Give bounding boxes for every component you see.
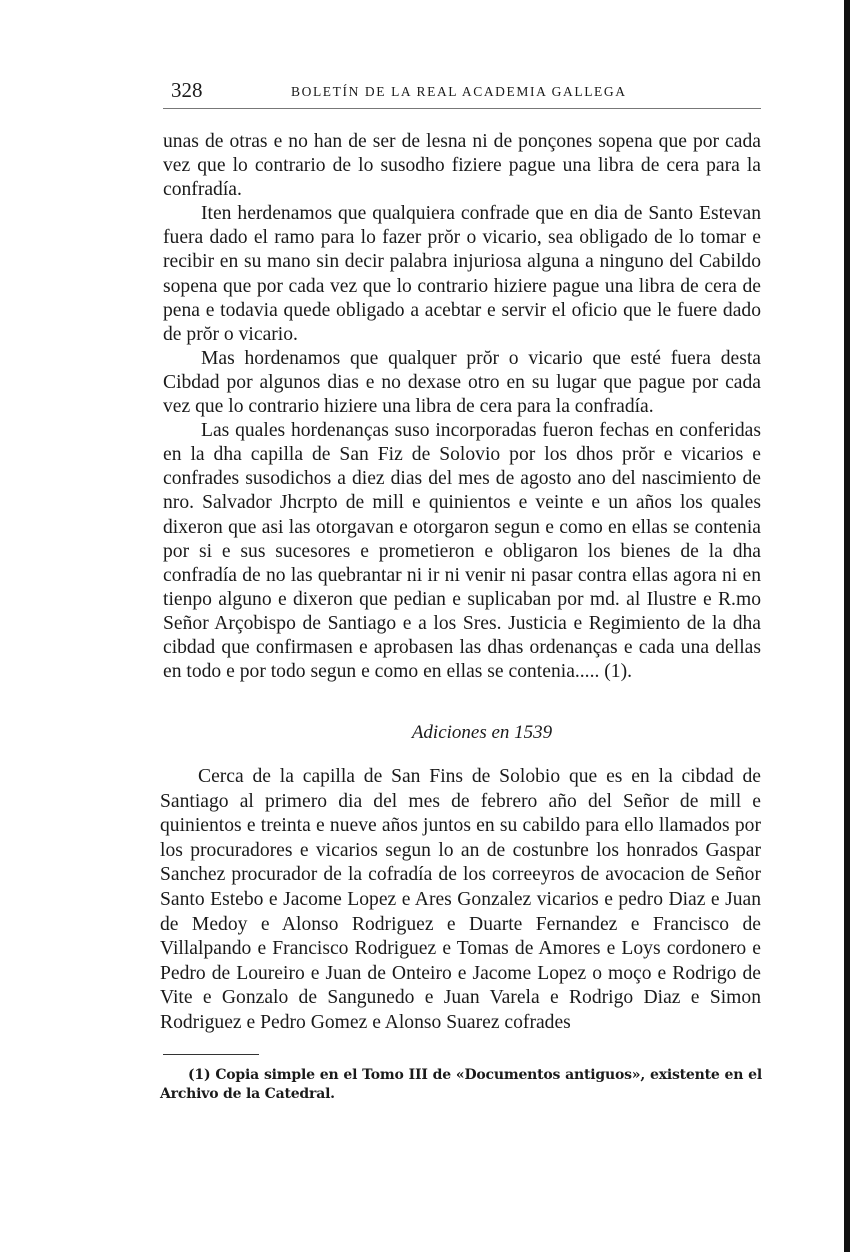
footnote xyxy=(160,1066,762,1104)
page-edge-shadow xyxy=(844,0,850,1252)
paragraph: unas de otras e no han de ser de lesna ni de ponçones sopena que por cada vez que lo contrario de lo susodho fiziere pague una libra de cera para la confradía. xyxy=(163,131,761,201)
page-header xyxy=(163,78,763,108)
page-number: 328 xyxy=(171,78,203,102)
body-text-top xyxy=(163,130,761,684)
section-title: Adiciones en 1539 xyxy=(411,722,553,743)
body-text-bottom xyxy=(160,765,761,1036)
footnote-text: (1) Copia simple en el Tomo III de «Documentos antiguos», existente en el Archivo de la Catedral. xyxy=(160,1067,762,1102)
header-rule xyxy=(163,108,761,109)
paragraph: Cerca de la capilla de San Fins de Solobio que es en la cibdad de Santiago al primero dia del mes de febrero año del Señor de mill e quinientos e treinta e nueve años juntos en su cabildo para ello llamados por los procuradores e vicarios segun lo an de costunbre los honrados Gaspar Sanchez procurador de la cofradía de los correeyros de avocacion de Señor Santo Estebo e Jacome Lopez e Ares Gonzalez vicarios e pedro Diaz e Juan de Medoy e Alonso Rodriguez e Duarte Fernandez e Francisco de Villalpando e Francisco Rodriguez e Tomas de Amores e Loys cordonero e Pedro de Loureiro e Juan de Onteiro e Jacome Lopez o moço e Rodrigo de Vite e Gonzalo de Sangunedo e Juan Varela e Rodrigo Diaz e Simon Rodriguez e Pedro Gomez e Alonso Suarez cofrades xyxy=(160,766,761,1033)
paragraph: Mas hordenamos que qualquer prŏr o vicario que esté fuera desta Cibdad por algunos dias e no dexase otro en su lugar que pague por cada vez que lo contrario hiziere una libra de cera para la confradía. xyxy=(163,347,761,418)
paragraph: Iten herdenamos que qualquiera confrade que en dia de Santo Estevan fuera dado el ramo para lo fazer prŏr o vicario, sea obligado de lo tomar e recibir en su mano sin decir palabra injuriosa alguna a ninguno del Cabildo sopena que por cada vez que lo contrario hiziere pague una libra de cera de pena e todavia quede obligado a acebtar e servir el oficio que le fuere dado de prŏr o vicario. xyxy=(163,203,761,345)
footnote-rule xyxy=(163,1054,259,1055)
running-title: BOLETÍN DE LA REAL ACADEMIA GALLEGA xyxy=(291,84,627,99)
paragraph: Las quales hordenanças suso incorporadas fueron fechas en conferidas en la dha capilla de San Fiz de Solovio por los dhos prŏr e vicarios e confrades susodichos a diez dias del mes de agosto ano del nascimiento de nro. Salvador Jhcrpto de mill e quinientos e veinte e un años los quales dixeron que asi las otorgavan e otorgaron segun e como en ellas se contenia por si e sus sucesores e prometieron e obligaron los bienes de la dha confradía de no las quebrantar ni ir ni venir ni pasar contra ellas agora ni en tienpo alguno e dixeron que pedian e suplicaban por md. al Ilustre e R.mo Señor Arçobispo de Santiago e a los Sres. Justicia e Regimiento de la dha cibdad que confirmasen e aprobasen las dhas ordenanças e cada una dellas en todo e por todo segun e como en ellas se contenia..... (1). xyxy=(163,420,761,683)
